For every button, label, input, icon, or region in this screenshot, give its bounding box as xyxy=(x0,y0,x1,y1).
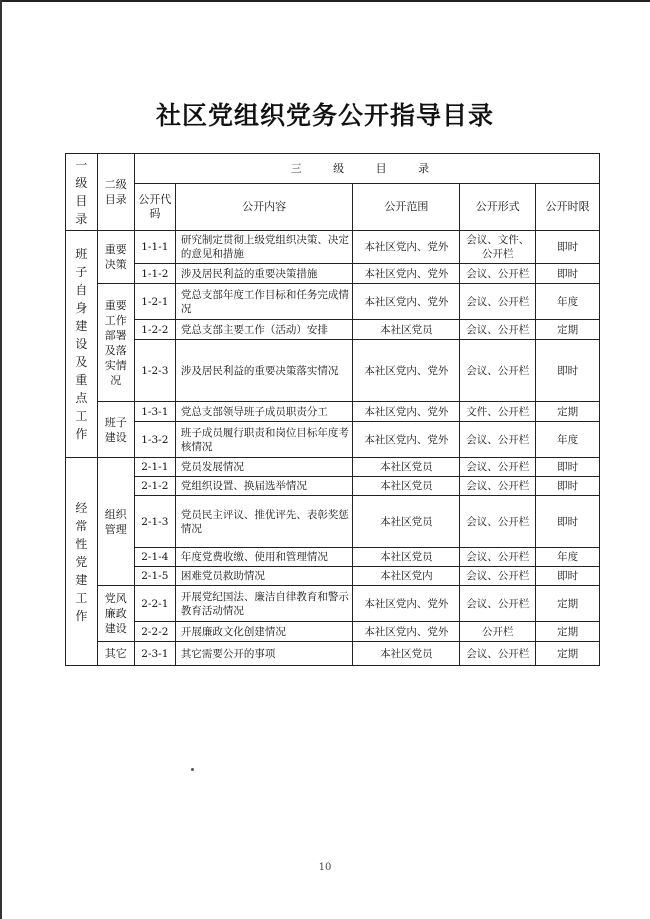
row-form: 文件、公开栏 xyxy=(460,402,536,422)
row-form: 会议、公开栏 xyxy=(460,340,536,402)
row-scope: 本社区党员 xyxy=(353,548,460,567)
category-level2: 组织管理 xyxy=(97,458,134,586)
row-scope: 本社区党内、党外 xyxy=(353,264,460,284)
category-level2: 重要决策 xyxy=(97,231,134,284)
row-time: 即时 xyxy=(536,567,600,586)
row-form: 会议、公开栏 xyxy=(460,548,536,567)
page-number: 10 xyxy=(318,862,332,873)
table-row xyxy=(66,320,600,340)
table-row xyxy=(66,458,600,477)
row-content: 开展廉政文化创建情况 xyxy=(175,622,353,642)
row-time: 年度 xyxy=(536,284,600,320)
row-code: 2-2-1 xyxy=(134,586,175,622)
row-form: 公开栏 xyxy=(460,622,536,642)
table-row xyxy=(66,496,600,548)
row-content: 涉及居民利益的重要决策落实情况 xyxy=(175,340,353,402)
row-content: 党员发展情况 xyxy=(175,458,353,477)
row-code: 1-2-1 xyxy=(134,284,175,320)
scan-spot xyxy=(191,768,194,771)
row-form: 会议、公开栏 xyxy=(460,264,536,284)
directory-table xyxy=(65,153,600,666)
row-code: 2-1-5 xyxy=(134,567,175,586)
row-code: 1-2-3 xyxy=(134,340,175,402)
row-scope: 本社区党内、党外 xyxy=(353,284,460,320)
header-level3: 三 级 目 录 xyxy=(134,154,599,184)
row-time: 定期 xyxy=(536,622,600,642)
row-scope: 本社区党内、党外 xyxy=(353,231,460,264)
row-time: 即时 xyxy=(536,477,600,496)
row-scope: 本社区党内 xyxy=(353,567,460,586)
row-content: 年度党费收缴、使用和管理情况 xyxy=(175,548,353,567)
row-code: 1-3-2 xyxy=(134,422,175,458)
row-code: 1-3-1 xyxy=(134,402,175,422)
row-scope: 本社区党员 xyxy=(353,642,460,666)
header-content: 公开内容 xyxy=(175,184,353,231)
row-code: 1-2-2 xyxy=(134,320,175,340)
row-time: 年度 xyxy=(536,548,600,567)
row-code: 2-1-3 xyxy=(134,496,175,548)
row-content: 党组织设置、换届选举情况 xyxy=(175,477,353,496)
row-content: 党总支部领导班子成员职责分工 xyxy=(175,402,353,422)
row-form: 会议、公开栏 xyxy=(460,320,536,340)
row-scope: 本社区党内、党外 xyxy=(353,402,460,422)
row-scope: 本社区党内、党外 xyxy=(353,622,460,642)
row-form: 会议、公开栏 xyxy=(460,284,536,320)
table-row xyxy=(66,231,600,264)
category-level2: 党风廉政建设 xyxy=(97,586,134,642)
table-row xyxy=(66,422,600,458)
row-code: 1-1-2 xyxy=(134,264,175,284)
header-scope: 公开范围 xyxy=(353,184,460,231)
table-row xyxy=(66,642,600,666)
row-time: 即时 xyxy=(536,264,600,284)
table-row xyxy=(66,284,600,320)
table-row xyxy=(66,402,600,422)
row-time: 年度 xyxy=(536,422,600,458)
row-time: 定期 xyxy=(536,320,600,340)
row-scope: 本社区党内、党外 xyxy=(353,422,460,458)
page-title: 社区党组织党务公开指导目录 xyxy=(155,101,494,130)
row-form: 会议、公开栏 xyxy=(460,586,536,622)
row-form: 会议、公开栏 xyxy=(460,642,536,666)
header-row-2 xyxy=(66,184,600,231)
row-scope: 本社区党员 xyxy=(353,458,460,477)
row-code: 2-2-2 xyxy=(134,622,175,642)
category-level2: 其它 xyxy=(97,642,134,666)
row-code: 2-3-1 xyxy=(134,642,175,666)
row-form: 会议、文件、公开栏 xyxy=(460,231,536,264)
row-time: 定期 xyxy=(536,642,600,666)
row-form: 会议、公开栏 xyxy=(460,496,536,548)
header-time: 公开时限 xyxy=(536,184,600,231)
page-edge-top xyxy=(0,0,650,2)
row-content: 党总支部主要工作（活动）安排 xyxy=(175,320,353,340)
header-form: 公开形式 xyxy=(460,184,536,231)
row-time: 即时 xyxy=(536,231,600,264)
table-row xyxy=(66,264,600,284)
table-row xyxy=(66,586,600,622)
row-time: 即时 xyxy=(536,340,600,402)
row-time: 即时 xyxy=(536,496,600,548)
row-code: 1-1-1 xyxy=(134,231,175,264)
category-level1: 班子自身建设及重点工作 xyxy=(66,231,98,458)
category-level1: 经常性党建工作 xyxy=(66,458,98,666)
category-level2: 重要工作部署及落实情况 xyxy=(97,284,134,402)
row-content: 研究制定贯彻上级党组织决策、决定的意见和措施 xyxy=(175,231,353,264)
row-content: 班子成员履行职责和岗位目标年度考核情况 xyxy=(175,422,353,458)
row-code: 2-1-2 xyxy=(134,477,175,496)
table-row xyxy=(66,477,600,496)
row-form: 会议、公开栏 xyxy=(460,477,536,496)
row-scope: 本社区党内、党外 xyxy=(353,340,460,402)
row-form: 会议、公开栏 xyxy=(460,458,536,477)
row-content: 党员民主评议、推优评先、表彰奖惩情况 xyxy=(175,496,353,548)
table-row xyxy=(66,340,600,402)
row-scope: 本社区党员 xyxy=(353,477,460,496)
row-content: 党总支部年度工作目标和任务完成情况 xyxy=(175,284,353,320)
row-time: 定期 xyxy=(536,586,600,622)
row-form: 会议、公开栏 xyxy=(460,422,536,458)
row-code: 2-1-4 xyxy=(134,548,175,567)
row-content: 其它需要公开的事项 xyxy=(175,642,353,666)
table-row xyxy=(66,548,600,567)
page-edge-left xyxy=(0,0,2,919)
row-scope: 本社区党员 xyxy=(353,320,460,340)
header-level2: 二级目录 xyxy=(97,154,134,231)
row-scope: 本社区党内、党外 xyxy=(353,586,460,622)
header-code: 公开代码 xyxy=(134,184,175,231)
header-row-1 xyxy=(66,154,600,184)
header-level1: 一级目录 xyxy=(66,154,98,231)
table-row xyxy=(66,622,600,642)
row-code: 2-1-1 xyxy=(134,458,175,477)
row-time: 定期 xyxy=(536,402,600,422)
row-content: 涉及居民利益的重要决策措施 xyxy=(175,264,353,284)
category-level2: 班子建设 xyxy=(97,402,134,458)
row-scope: 本社区党员 xyxy=(353,496,460,548)
row-content: 开展党纪国法、廉洁自律教育和警示教育活动情况 xyxy=(175,586,353,622)
row-content: 困难党员救助情况 xyxy=(175,567,353,586)
table-row xyxy=(66,567,600,586)
row-time: 即时 xyxy=(536,458,600,477)
row-form: 会议、公开栏 xyxy=(460,567,536,586)
